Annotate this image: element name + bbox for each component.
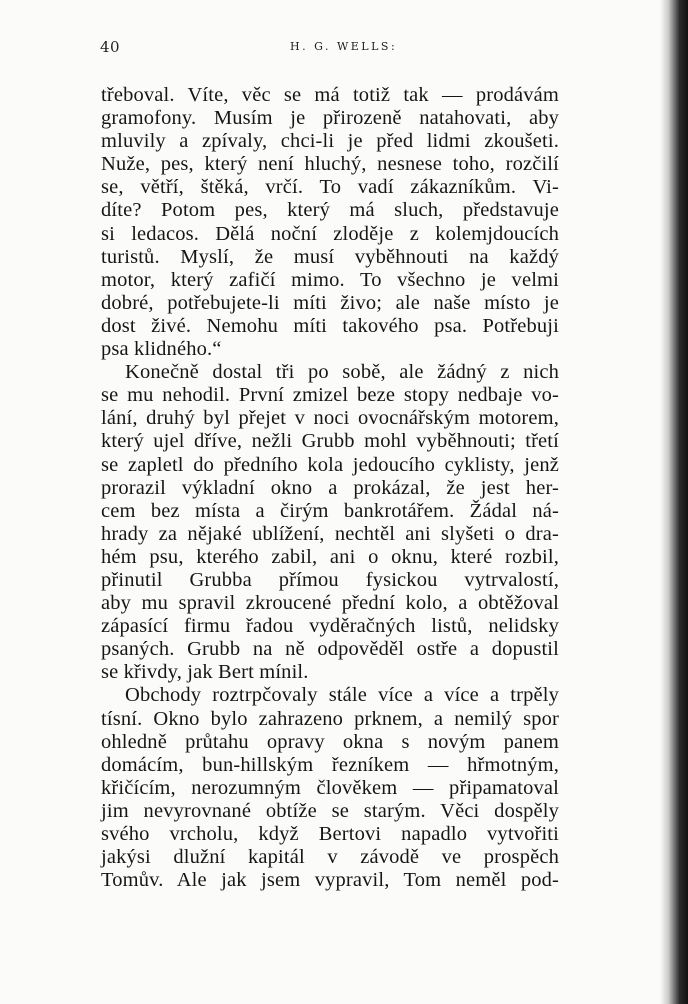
text-line: tísní. Okno bylo zahrazeno prknem, a nemilý spor — [101, 707, 559, 730]
text-line: se křivdy, jak Bert mínil. — [101, 661, 309, 684]
text-line: ohledně průtahu opravy okna s novým panem — [101, 730, 559, 753]
text-line: jakýsi dlužní kapitál v závodě ve prospěch — [101, 846, 559, 869]
text-line: lání, druhý byl přejet v noci ovocnářským motorem, — [101, 407, 559, 430]
text-line: turistů. Myslí, že musí vyběhnouti na každý — [101, 245, 559, 268]
text-line: křičícím, nerozumným člověkem — připamatoval — [101, 776, 559, 799]
running-head: H. G. WELLS: — [290, 40, 398, 53]
text-line: aby mu spravil zkroucené přední kolo, a obtěžoval — [101, 592, 559, 615]
text-line: Nuže, pes, který není hluchý, nesnese toho, rozčilí — [101, 153, 559, 176]
text-line: psaných. Grubb na ně odpověděl ostře a dopustil — [101, 638, 559, 661]
text-line: díte? Potom pes, který má sluch, představuje — [101, 199, 559, 222]
text-line: třeboval. Víte, věc se má totiž tak — prodávám — [101, 84, 559, 106]
text-line: se mu nehodil. První zmizel beze stopy nedbaje vo- — [101, 384, 559, 407]
text-line: hrady za nějaké ublížení, nechtěl ani slyšeti o dra- — [101, 522, 559, 545]
text-line: gramofony. Musím je přirozeně natahovati, aby — [101, 107, 559, 130]
binding-shadow — [660, 0, 688, 1004]
text-line: Obchody roztrpčovaly stále více a více a trpěly — [125, 684, 559, 707]
text-line: prorazil výkladní okno a prokázal, že jest her- — [101, 476, 559, 499]
body-text — [101, 84, 559, 892]
text-line: se zapletl do předního kola jedoucího cyklisty, jenž — [101, 453, 559, 476]
text-line: dost živé. Nemohu míti takového psa. Potřebuji — [101, 314, 559, 337]
text-line: se, větří, štěká, vrčí. To vadí zákazníkům. Vi- — [101, 176, 559, 199]
text-line: cem bez místa a čirým bankrotářem. Žádal ná- — [101, 499, 559, 522]
text-line: domácím, bun-hillským řezníkem — hřmotným, — [101, 753, 559, 776]
text-line: si ledacos. Dělá noční zloděje z kolemjdoucích — [101, 222, 559, 245]
text-line: jim nevyrovnané obtíže se starým. Věci dospěly — [101, 799, 559, 822]
text-line: svého vrcholu, když Bertovi napadlo vytvořiti — [101, 823, 559, 845]
text-line: dobré, potřebujete-li míti živo; ale naše místo je — [101, 291, 559, 314]
text-line: motor, který zafičí mimo. To všechno je velmi — [101, 268, 559, 291]
text-line: hém psu, kterého zabil, ani o oknu, které rozbil, — [101, 545, 559, 568]
text-line: Tomův. Ale jak jsem vypravil, Tom neměl pod- — [101, 869, 559, 892]
page-number: 40 — [100, 38, 121, 56]
text-line: Konečně dostal tři po sobě, ale žádný z nich — [125, 361, 559, 384]
text-line: který ujel dříve, nežli Grubb mohl vyběhnouti; třetí — [101, 430, 559, 453]
text-line: psa klidného.“ — [101, 338, 222, 361]
text-line: přinutil Grubba přímou fysickou vytrvalostí, — [101, 568, 559, 591]
text-line: mluvily a zpívaly, chci-li je před lidmi zkoušeti. — [101, 130, 559, 153]
page-header — [100, 38, 560, 58]
text-line: zápasící firmu řadou vyděračných listů, nelidsky — [101, 615, 559, 638]
